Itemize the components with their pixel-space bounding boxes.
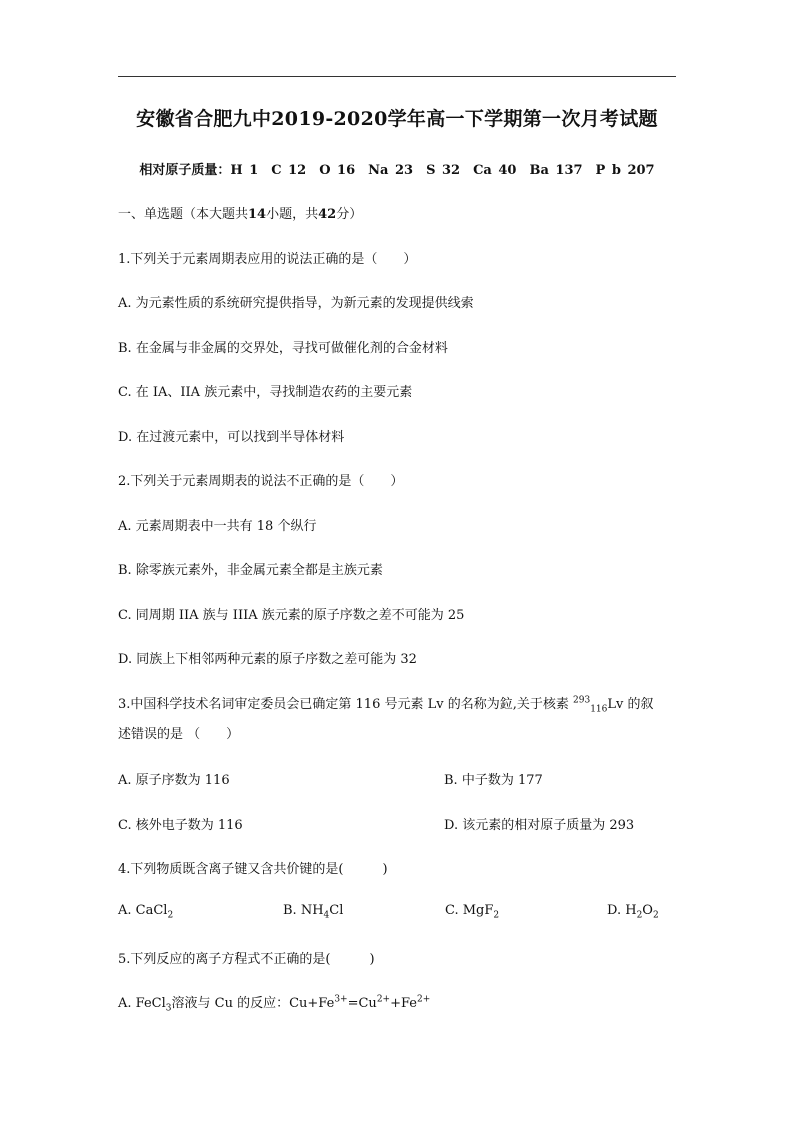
q4-a-subscript: 2 (167, 910, 174, 921)
q1-option-d: D. 在过渡元素中，可以找到半导体材料 (118, 430, 345, 445)
q3-mass-number: 293 (573, 695, 591, 706)
q3-stem-line1 (118, 693, 654, 715)
q4-a-formula: A. CaCl (118, 903, 168, 918)
q5-a-text: A. FeCl (118, 996, 166, 1011)
q5-a-equation-2: =Cu (347, 996, 377, 1011)
q4-d-formula-mid: O (642, 903, 653, 918)
q4-d-subscript-1: 2 (636, 910, 643, 921)
q5-option-a (118, 992, 431, 1014)
q5-a-charge-2: 2+ (376, 994, 391, 1005)
q5-a-charge-1: 3+ (334, 994, 348, 1005)
q3-option-c: C. 核外电子数为 116 (118, 818, 243, 833)
question-count: 14 (248, 207, 267, 222)
q4-b-subscript: 4 (323, 910, 330, 921)
q4-d-subscript-2: 2 (652, 910, 659, 921)
q5-a-equation-3: +Fe (390, 996, 417, 1011)
header-rule (118, 76, 676, 77)
q3-stem-text: 3.中国科学技术名词审定委员会已确定第 116 号元素 Lv 的名称为鉝,关于核素 (118, 697, 573, 712)
q1-option-c: C. 在 IA、IIA 族元素中，寻找制造农药的主要元素 (118, 385, 413, 400)
q2-option-a: A. 元素周期表中一共有 18 个纵行 (118, 519, 317, 534)
section-suffix: 分） (336, 207, 363, 222)
page-title: 安徽省合肥九中2019-2020学年高一下学期第一次月考试题 (136, 108, 658, 130)
atomic-masses-line: 相对原子质量：H 1 C 12 O 16 Na 23 S 32 Ca 40 Ba 137 P b 207 (139, 163, 655, 178)
q3-atomic-number: 116 (590, 704, 608, 715)
q4-option-a (118, 903, 174, 921)
q3-option-b: B. 中子数为 177 (444, 773, 543, 788)
q4-c-formula: C. MgF (445, 903, 494, 918)
q4-d-formula: D. H (607, 903, 637, 918)
q2-option-b: B. 除零族元素外，非金属元素全都是主族元素 (118, 563, 383, 578)
q2-stem: 2.下列关于元素周期表的说法不正确的是（ ） (118, 474, 404, 489)
q5-a-subscript: 3 (165, 1003, 172, 1014)
q4-b-formula-tail: Cl (329, 903, 344, 918)
section-prefix: 一、单选题（本大题共 (118, 207, 249, 222)
section-heading (118, 203, 362, 222)
q4-option-b (283, 903, 344, 921)
section-score: 42 (318, 207, 337, 222)
q1-stem: 1.下列关于元素周期表应用的说法正确的是（ ） (118, 252, 417, 267)
q5-stem: 5.下列反应的离子方程式不正确的是( ) (118, 952, 375, 967)
section-middle: 小题，共 (266, 207, 319, 222)
q1-option-a: A. 为元素性质的系统研究提供指导，为新元素的发现提供线索 (118, 296, 474, 311)
q3-option-d: D. 该元素的相对原子质量为 293 (444, 818, 635, 833)
q3-stem-tail: Lv 的叙 (607, 697, 654, 712)
q4-option-c (445, 903, 500, 921)
q2-option-d: D. 同族上下相邻两种元素的原子序数之差可能为 32 (118, 652, 417, 667)
q5-a-equation: 溶液与 Cu 的反应：Cu+Fe (171, 996, 335, 1011)
q5-a-charge-3: 2+ (417, 994, 431, 1005)
q2-option-c: C. 同周期 IIA 族与 IIIA 族元素的原子序数之差不可能为 25 (118, 608, 465, 623)
q4-b-formula: B. NH (283, 903, 324, 918)
q4-option-d (607, 903, 659, 921)
q3-option-a: A. 原子序数为 116 (118, 773, 230, 788)
q1-option-b: B. 在金属与非金属的交界处，寻找可做催化剂的合金材料 (118, 341, 448, 356)
q4-stem: 4.下列物质既含离子键又含共价键的是( ) (118, 862, 388, 877)
q4-c-subscript: 2 (493, 910, 500, 921)
q3-stem-line2: 述错误的是 （ ） (118, 727, 240, 742)
